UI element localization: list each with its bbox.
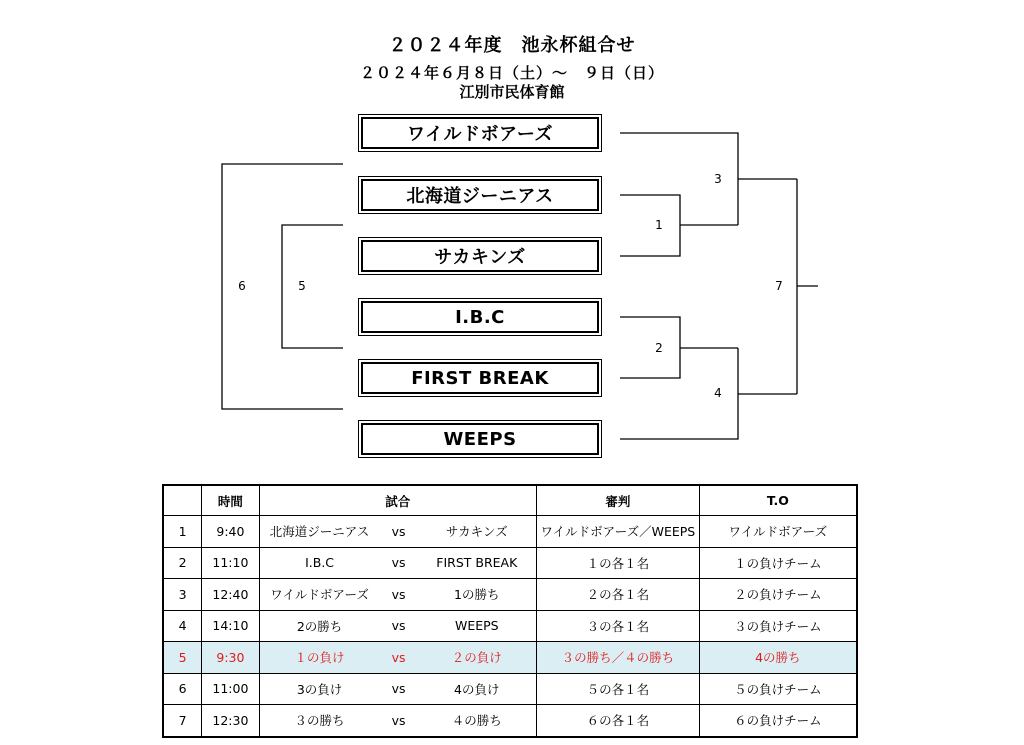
- row-vs: vs: [391, 618, 406, 634]
- team-box-3: サカキンズ: [361, 240, 599, 272]
- match-number-6: 6: [238, 279, 246, 293]
- row-vs: vs: [391, 586, 406, 602]
- match-number-2: 2: [655, 341, 663, 355]
- row-team2: ４の勝ち: [451, 713, 502, 729]
- header-match: 試合: [259, 485, 536, 516]
- row-team1: 北海道ジーニアス: [269, 524, 370, 540]
- match-number-5: 5: [298, 279, 306, 293]
- row-referee: ワイルドボアーズ／WEEPS: [537, 516, 700, 548]
- row-no: 2: [163, 547, 202, 579]
- row-team1: １の負け: [294, 650, 345, 666]
- row-time: 9:40: [202, 516, 259, 548]
- row-team2: 1の勝ち: [454, 587, 500, 603]
- header-referee: 審判: [537, 485, 700, 516]
- row-no: 7: [163, 705, 202, 737]
- row-no: 4: [163, 610, 202, 642]
- row-match: [259, 516, 536, 548]
- row-no: 5: [163, 642, 202, 674]
- match-number-7: 7: [775, 279, 783, 293]
- header-no: [163, 485, 202, 516]
- team-box-5: FIRST BREAK: [361, 362, 599, 394]
- row-match: [259, 673, 536, 705]
- row-vs: vs: [391, 555, 406, 571]
- row-team2: WEEPS: [454, 618, 499, 634]
- row-time: 9:30: [202, 642, 259, 674]
- row-team2: 4の負け: [454, 681, 500, 697]
- schedule-row-highlighted: [163, 642, 857, 674]
- row-match: [259, 547, 536, 579]
- schedule-row: [163, 547, 857, 579]
- schedule-row: [163, 673, 857, 705]
- row-no: 1: [163, 516, 202, 548]
- row-referee: １の各１名: [537, 547, 700, 579]
- page-title: ２０２４年度 池永杯組合せ: [388, 35, 636, 56]
- row-time: 12:40: [202, 579, 259, 611]
- header-to: T.O: [699, 485, 857, 516]
- row-match: [259, 579, 536, 611]
- schedule-row: [163, 705, 857, 737]
- row-team1: I.B.C: [305, 555, 335, 571]
- row-vs: vs: [391, 523, 406, 539]
- row-no: 3: [163, 579, 202, 611]
- row-time: 11:10: [202, 547, 259, 579]
- row-match: [259, 610, 536, 642]
- row-referee: ５の各１名: [537, 673, 700, 705]
- match-number-3: 3: [714, 172, 722, 186]
- row-vs: vs: [391, 649, 406, 665]
- row-team1: 3の負け: [296, 681, 343, 697]
- row-team1: 2の勝ち: [296, 618, 343, 634]
- row-vs: vs: [391, 681, 406, 697]
- event-date: ２０２４年６月８日（土）～ ９日（日）: [359, 64, 664, 82]
- row-time: 14:10: [202, 610, 259, 642]
- row-to: 4の勝ち: [699, 642, 857, 674]
- schedule-row: [163, 610, 857, 642]
- row-to: １の負けチーム: [699, 547, 857, 579]
- match-number-4: 4: [714, 386, 722, 400]
- row-referee: ６の各１名: [537, 705, 700, 737]
- row-to: ２の負けチーム: [699, 579, 857, 611]
- header-time: 時間: [202, 485, 259, 516]
- row-team2: ２の負け: [451, 650, 502, 666]
- row-to: ３の負けチーム: [699, 610, 857, 642]
- team-box-2: 北海道ジーニアス: [361, 179, 599, 211]
- schedule-header-row: [163, 485, 857, 516]
- row-team2: サカキンズ: [445, 524, 508, 540]
- row-referee: ３の勝ち／４の勝ち: [537, 642, 700, 674]
- row-vs: vs: [391, 712, 406, 728]
- team-box-1: ワイルドボアーズ: [361, 117, 599, 149]
- row-to: ワイルドボアーズ: [699, 516, 857, 548]
- event-venue: 江別市民体育館: [459, 83, 565, 101]
- row-referee: ３の各１名: [537, 610, 700, 642]
- schedule-table: [162, 484, 858, 738]
- schedule-row: [163, 579, 857, 611]
- row-to: ５の負けチーム: [699, 673, 857, 705]
- row-no: 6: [163, 673, 202, 705]
- row-to: ６の負けチーム: [699, 705, 857, 737]
- row-team2: FIRST BREAK: [436, 555, 518, 571]
- row-team1: ワイルドボアーズ: [270, 587, 369, 603]
- row-time: 11:00: [202, 673, 259, 705]
- row-referee: ２の各１名: [537, 579, 700, 611]
- row-time: 12:30: [202, 705, 259, 737]
- match-number-1: 1: [655, 218, 663, 232]
- team-box-4: I.B.C: [361, 301, 599, 333]
- row-match: [259, 642, 536, 674]
- team-box-6: WEEPS: [361, 423, 599, 455]
- schedule-row: [163, 516, 857, 548]
- row-team1: ３の勝ち: [294, 713, 345, 729]
- row-match: [259, 705, 536, 737]
